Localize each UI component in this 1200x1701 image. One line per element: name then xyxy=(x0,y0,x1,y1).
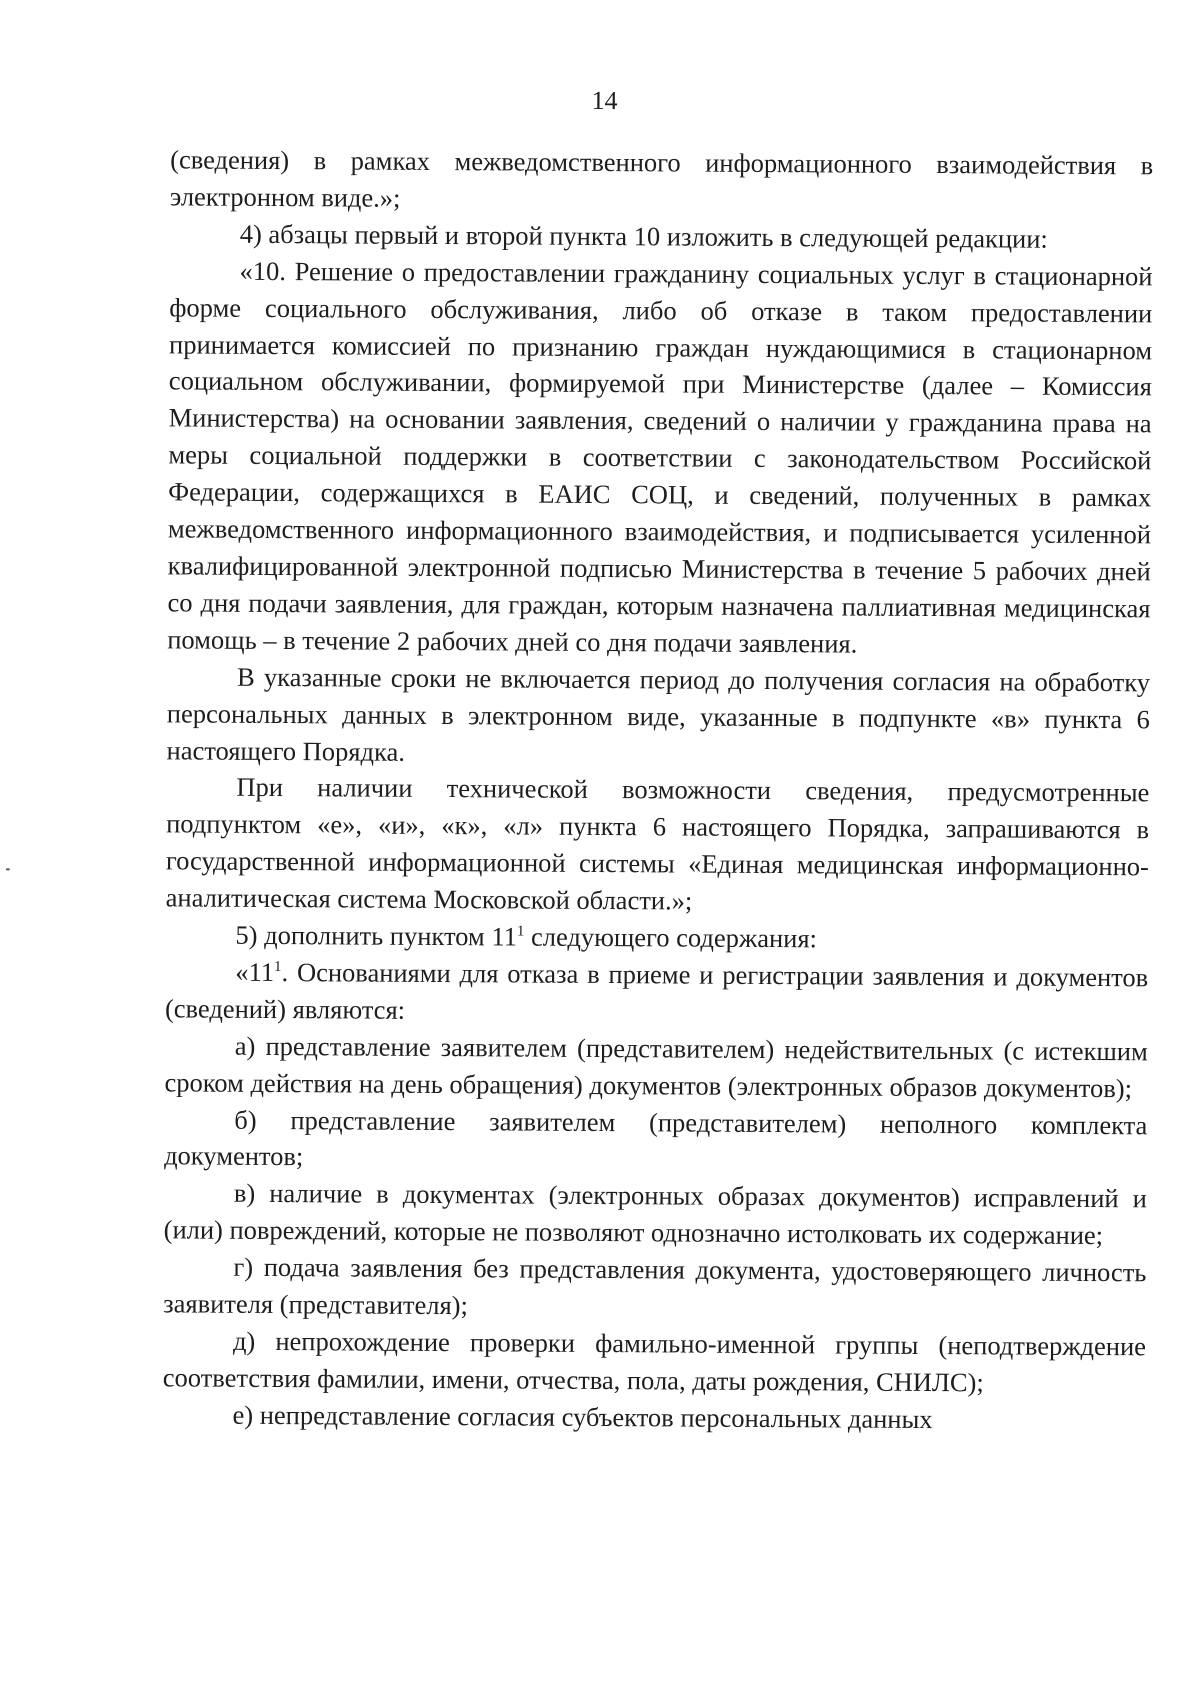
paragraph-clause-10: «10. Решение о предоставлении гражданину социальных услуг в стационарной форме социального обслуживания, либо об отказе в таком предоставлении принимается комиссией по признанию граждан нуждающимися в стационарном социальном обслуживании, формируемой при Министерстве (далее – Комиссия Министерства) на основании заявления, сведений о наличии у гражданина права на меры социальной поддержки в соответствии с законодательством Российской Федерации, содержащихся в ЕАИС СОЦ, и сведений, полученных в рамках межведомственного информационного взаимодействия, и подписывается усиленной квалифицированной электронной подписью Министерства в течение 5 рабочих дней со дня подачи заявления, для граждан, которым назначена паллиативная медицинская помощь – в течение 2 рабочих дней со дня подачи заявления. xyxy=(167,255,1153,659)
paragraph-item-4: 4) абзацы первый и второй пункта 10 изложить в следующей редакции: xyxy=(239,218,1048,254)
document-body xyxy=(162,141,1153,1439)
paragraph-subitem-a: а) представление заявителем (представителем) недействительных (с истекшим сроком действия на день обращения) документов (электронных образов документов); xyxy=(164,1030,1148,1103)
paragraph-interagency-info: (сведения) в рамках межведомственного информационного взаимодействия в электронном виде.»; xyxy=(169,144,1154,213)
clause-11-1-superscript: 1 xyxy=(274,958,282,975)
clause-11-1-text-start: «11 xyxy=(235,956,275,987)
paragraph-subitem-g: г) подача заявления без представления документа, удостоверяющего личность заявителя (представителя); xyxy=(163,1251,1147,1321)
clause-11-1-text-end: . Основаниями для отказа в приеме и регистрации заявления и документов (сведений) являются: xyxy=(164,956,1149,1025)
item-5-text-start: 5) дополнить пунктом 11 xyxy=(235,919,517,952)
paragraph-item-5 xyxy=(165,916,1148,959)
paragraph-technical-possibility: При наличии технической возможности сведения, предусмотренные подпунктом «е», «и», «к», «л» пункта 6 настоящего Порядка, запрашиваются в государственной информационной системы «Единая медицинская информационно-аналитическая система Московской области.»; xyxy=(165,772,1150,916)
page-number: 14 xyxy=(591,85,618,116)
paragraph-deadline-exclusion: В указанные сроки не включается период до получения согласия на обработку персональных данных в электронном виде, указанные в подпункте «в» пункта 6 настоящего Порядка. xyxy=(166,661,1151,767)
scan-mark xyxy=(6,868,10,870)
paragraph-subitem-e: е) непредставление согласия субъектов персональных данных xyxy=(232,1399,933,1434)
paragraph-subitem-v: в) наличие в документах (электронных образах документов) исправлений и (или) повреждений, которые не позволяют однозначно истолковать их содержание; xyxy=(163,1178,1147,1251)
paragraph-clause-11-1 xyxy=(165,953,1148,1033)
item-5-superscript: 1 xyxy=(516,923,525,940)
paragraph-subitem-d: д) непрохождение проверки фамильно-именной группы (неподтверждение соответствия фамилии, имени, отчества, пола, даты рождения, СНИЛС); xyxy=(162,1325,1147,1398)
paragraph-subitem-b: б) представление заявителем (представителем) неполного комплекта документов; xyxy=(164,1104,1148,1172)
item-5-text-end: следующего содержания: xyxy=(524,921,818,954)
